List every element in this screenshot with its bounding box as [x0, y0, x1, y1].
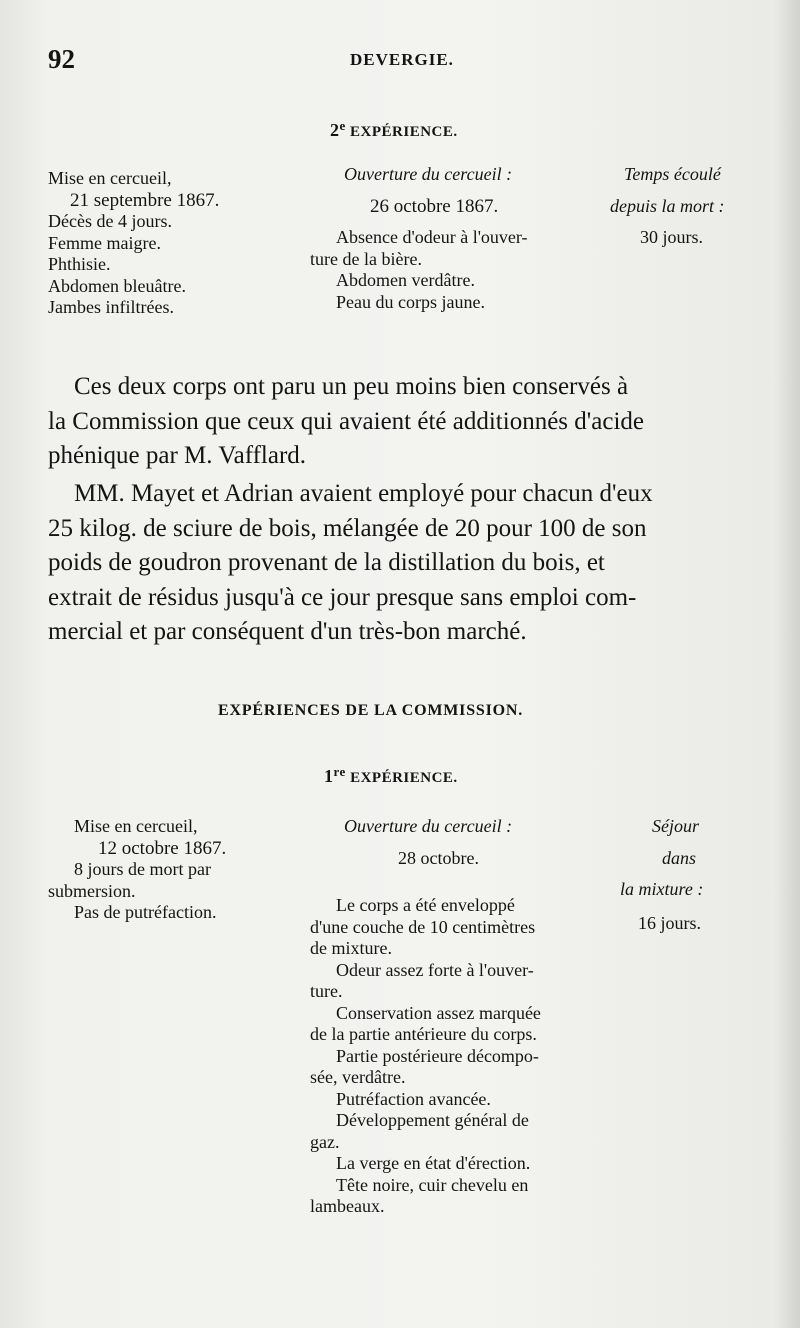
exp2-col1-line: Jambes infiltrées.	[48, 297, 174, 317]
paragraph-line: mercial et par conséquent d'un très-bon marché.	[48, 618, 527, 645]
experiment-2-title	[330, 118, 458, 141]
exp2-col1-line: Phthisie.	[48, 254, 111, 274]
experiment-2-column-1	[48, 168, 219, 319]
exp1-col1-line: Pas de putréfaction.	[74, 902, 217, 922]
exp1-col2-line: Le corps a été enveloppé	[336, 895, 515, 915]
exp1-col3-heading: la mixture :	[620, 879, 704, 899]
exp1-col2-line: La verge en état d'érection.	[336, 1153, 531, 1173]
exp1-col2-line: de la partie antérieure du corps.	[310, 1024, 537, 1044]
exp1-col3-heading: Séjour	[652, 816, 699, 836]
exp1-col2-line: Développement général de	[336, 1110, 529, 1130]
exp2-col3-heading: Temps écoulé	[624, 164, 721, 184]
running-title: DEVERGIE.	[350, 50, 454, 69]
exp1-col2-line: Tête noire, cuir chevelu en	[336, 1174, 529, 1195]
paragraph-line: la Commission que ceux qui avaient été additionnés d'acide	[48, 407, 645, 435]
exp1-col2-line: d'une couche de 10 centimètres	[310, 916, 536, 937]
page-edge-shadow	[774, 0, 800, 1328]
exp2-col2-line: Absence d'odeur à l'ouver-	[336, 227, 528, 247]
page-number: 92	[48, 44, 75, 74]
paragraph-line: poids de goudron provenant de la distillation du bois, et	[48, 549, 605, 576]
exp1-col3-heading: dans	[662, 847, 697, 868]
exp1-col1-line: Mise en cercueil,	[74, 816, 198, 836]
experiment-2-column-2	[310, 164, 528, 313]
exp2-col1-line: Femme maigre.	[48, 232, 161, 253]
exp2-col1-line: Abdomen bleuâtre.	[48, 275, 186, 296]
exp1-col2-line: Conservation assez marquée	[336, 1002, 541, 1023]
experiment-1-title-number: 1	[324, 766, 334, 786]
exp1-col1-line: 12 octobre 1867.	[98, 837, 227, 859]
experiment-1-column-1	[48, 816, 226, 924]
experiment-2-title-sup: e	[339, 118, 346, 133]
exp2-col3-value: 30 jours.	[640, 227, 703, 247]
paragraph-2	[48, 477, 760, 650]
exp1-col2-date: 28 octobre.	[398, 847, 479, 868]
exp1-col2-line: Putréfaction avancée.	[336, 1088, 491, 1109]
exp1-col2-line: Odeur assez forte à l'ouver-	[336, 959, 534, 980]
exp2-col1-line: Décès de 4 jours.	[48, 211, 172, 231]
experiment-2-column-3	[610, 164, 760, 249]
exp2-col3-heading: depuis la mort :	[610, 195, 725, 216]
commission-section-heading: EXPÉRIENCES DE LA COMMISSION.	[218, 702, 524, 719]
experiment-1-title-word: EXPÉRIENCE.	[350, 770, 458, 786]
exp1-col3-value: 16 jours.	[638, 912, 701, 933]
paragraph-line: Ces deux corps ont paru un peu moins bien conservés à	[74, 373, 629, 400]
exp2-col2-line: ture de la bière.	[310, 248, 422, 269]
paragraph-line: MM. Mayet et Adrian avaient employé pour chacun d'eux	[74, 480, 653, 507]
paragraph-line: 25 kilog. de sciure de bois, mélangée de 20 pour 100 de son	[48, 514, 647, 542]
exp1-col1-line: submersion.	[48, 880, 136, 901]
experiment-2-title-word: EXPÉRIENCE.	[350, 124, 458, 140]
paragraph-1	[48, 370, 760, 474]
paragraph-line: extrait de résidus jusqu'à ce jour presque sans emploi com-	[48, 583, 637, 611]
exp1-col2-line: Partie postérieure décompo-	[336, 1045, 539, 1066]
exp1-col2-heading: Ouverture du cercueil :	[344, 816, 513, 836]
exp1-col2-line: lambeaux.	[310, 1196, 385, 1216]
experiment-1-column-2	[310, 816, 541, 1218]
exp1-col2-line: gaz.	[310, 1131, 340, 1152]
exp1-col2-line: ture.	[310, 981, 343, 1001]
exp1-col2-line: sée, verdâtre.	[310, 1067, 406, 1087]
exp2-col1-line: Mise en cercueil,	[48, 168, 172, 188]
experiment-2-title-number: 2	[330, 120, 340, 140]
exp1-col1-line: 8 jours de mort par	[74, 859, 211, 879]
experiment-1-title	[324, 764, 458, 787]
exp2-col2-line: Peau du corps jaune.	[336, 291, 485, 312]
exp2-col2-date: 26 octobre 1867.	[370, 195, 499, 217]
experiment-1-title-sup: re	[333, 764, 346, 779]
exp2-col2-line: Abdomen verdâtre.	[336, 270, 475, 290]
exp2-col1-line: 21 septembre 1867.	[70, 189, 220, 211]
exp2-col2-heading: Ouverture du cercueil :	[344, 164, 513, 184]
experiment-1-column-3	[620, 816, 760, 934]
paragraph-line: phénique par M. Vafflard.	[48, 442, 307, 469]
exp1-col2-line: de mixture.	[310, 938, 392, 958]
